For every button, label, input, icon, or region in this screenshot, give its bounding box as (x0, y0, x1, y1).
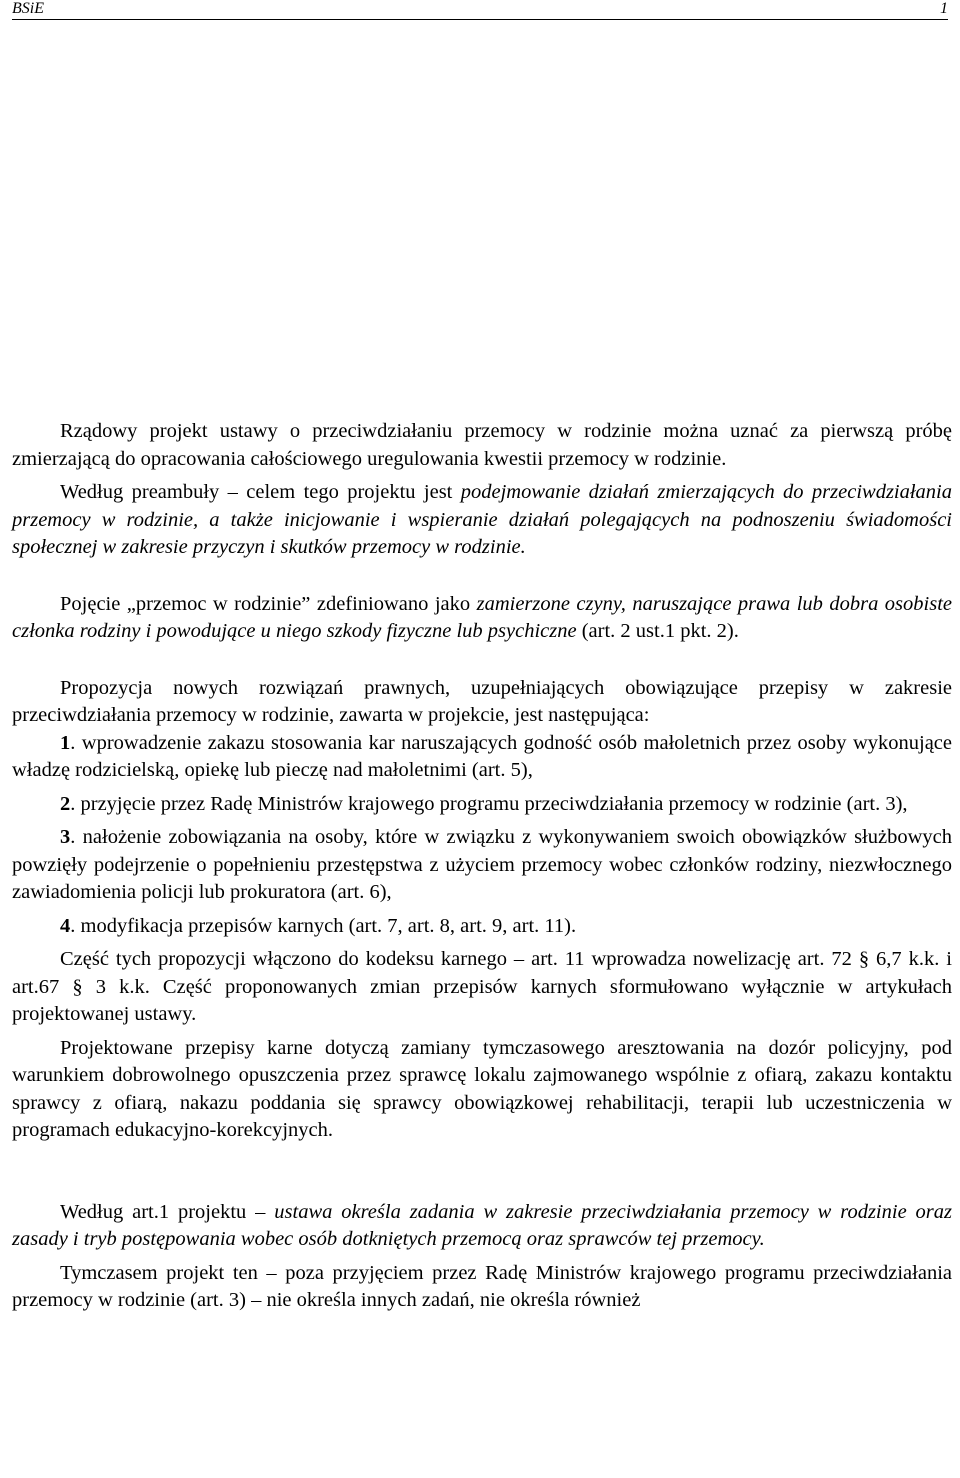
definition-lead: Pojęcie „przemoc w rodzinie” zdefiniowano jako (60, 592, 477, 615)
list-item-4-number: 4 (60, 914, 71, 937)
page-number: 1 (940, 0, 948, 17)
list-item-2-text: . przyjęcie przez Radę Ministrów krajowego programu przeciwdziałania przemocy w rodzinie (art. 3), (70, 792, 908, 815)
penal-code-text: Część tych propozycji włączono do kodeksu karnego – art. 11 wprowadza nowelizację art. 72 § 6,7 k.k. i art.67 § 3 k.k. Część proponowanych zmian przepisów karnych sformułowano wyłącznie w artykułach projektowanej ustawy. (12, 948, 952, 1025)
penal-provisions-text: Projektowane przepisy karne dotyczą zamiany tymczasowego aresztowania na dozór policyjny, pod warunkiem dobrowolnego opuszczenia przez sprawcę lokalu zajmowanego wspólnie z ofiarą, zakazu kontaktu sprawcy z ofiarą, nakazu poddania się sprawcy obowiązkowej rehabilitacji, terapii lub uczestniczenia w programach edukacyjno-korekcyjnych. (12, 1036, 952, 1141)
paragraph-meanwhile (12, 1260, 952, 1315)
article-1-quote: ustawa określa zadania w zakresie przeciwdziałania przemocy w rodzinie oraz zasady i tryb postępowania wobec osób dotkniętych przemocą oraz sprawców tej przemocy. (12, 1200, 952, 1250)
list-item-2 (12, 791, 952, 819)
paragraph-article-1 (12, 1199, 952, 1254)
header-title: BSiE (12, 0, 44, 17)
paragraph-preamble (12, 479, 952, 562)
preamble-lead: Według preambuły – celem tego projektu jest (60, 481, 461, 503)
list-item-3-text: . nałożenie zobowiązania na osoby, które w związku z wykonywaniem swoich obowiązków służbowych powzięły podejrzenie o popełnieniu przestępstwa z użyciem przemocy wobec członków rodziny, niezwłocznego zawiadomienia policji lub prokuratora (art. 6), (12, 826, 952, 903)
paragraph-proposal (12, 675, 952, 730)
page-header (12, 0, 948, 20)
proposal-text: Propozycja nowych rozwiązań prawnych, uzupełniających obowiązujące przepisy w zakresie przeciwdziałania przemocy w rodzinie, zawarta w projekcie, jest następująca: (12, 676, 952, 726)
paragraph-intro-text: Rządowy projekt ustawy o przeciwdziałaniu przemocy w rodzinie można uznać za pierwszą próbę zmierzającą do opracowania całościowego uregulowania kwestii przemocy w rodzinie. (12, 420, 952, 470)
list-item-2-number: 2 (60, 792, 71, 815)
list-item-4-text: . modyfikacja przepisów karnych (art. 7, art. 8, art. 9, art. 11). (70, 914, 577, 937)
definition-reference: (art. 2 ust.1 pkt. 2). (576, 620, 739, 642)
preamble-quote: podejmowanie działań zmierzających do przeciwdziałania przemocy w rodzinie, a także inicjowanie i wspieranie działań polegających na podnoszeniu świadomości społecznej w zakresie przyczyn i skutków przemocy w rodzinie. (12, 481, 953, 558)
list-item-1-text: . wprowadzenie zakazu stosowania kar naruszających godność osób małoletnich przez osoby wykonujące władzę rodzicielską, opiekę lub pieczę nad małoletnimi (art. 5), (12, 731, 952, 781)
list-item-3 (12, 824, 952, 907)
meanwhile-text: Tymczasem projekt ten – poza przyjęciem przez Radę Ministrów krajowego programu przeciwdziałania przemocy w rodzinie (art. 3) – nie określa innych zadań, nie określa również (12, 1261, 952, 1311)
paragraph-intro (12, 418, 952, 473)
list-item-1-number: 1 (60, 731, 71, 754)
paragraph-definition (12, 591, 952, 646)
article-1-lead: Według art.1 projektu – (60, 1200, 275, 1223)
paragraph-penal-code (12, 946, 952, 1029)
list-item-1 (12, 730, 952, 785)
list-item-3-number: 3 (60, 826, 71, 848)
paragraph-penal-provisions (12, 1035, 952, 1145)
list-item-4 (12, 913, 952, 941)
definition-quote: zamierzone czyny, naruszające prawa lub dobra osobiste członka rodziny i powodujące u niego szkody fizyczne lub psychiczne (12, 592, 952, 642)
document-body (12, 418, 952, 1315)
